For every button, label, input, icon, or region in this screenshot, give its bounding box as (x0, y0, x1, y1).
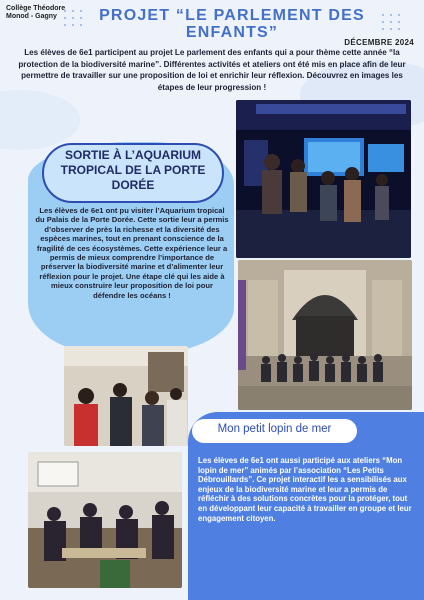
aquarium-photo (236, 100, 411, 258)
lopin-section-text: Les élèves de 6e1 ont aussi participé aux ateliers “Mon lopin de mer” animés par l’association “Les Petits Débrouillards”. Ce projet interactif les a sensibilisés aux enjeux de la biodiversité marine et leur a permis de réfléchir à des solutions concrètes pour la protéger, tout en développant leur capacité à travailler en groupe et leur engagement citoyen. (198, 456, 412, 523)
lopin-section-title: Mon petit lopin de mer (217, 423, 332, 435)
decor-blob (0, 90, 80, 150)
aquarium-section-text: Les élèves de 6e1 ont pu visiter l’Aquarium tropical du Palais de la Porte Dorée. Cette sortie leur a permis d’observer de près la richesse et la diversité des espèces marines, tout en prenant conscience de la fragilité de ces écosystèmes. Cette expérience leur a permis de mieux comprendre l’importance de préserver la biodiversité marine et d’alimenter leur réflexion pour le projet. Une étape clé qui les aide à mieux construire leur proposition de loi pour défendre les océans ! (35, 206, 229, 300)
college-name: Collège Théodore Monod - Gagny (6, 5, 66, 20)
page-title: PROJET “LE PARLEMENT DES ENFANTS” (99, 7, 365, 41)
students-discussion-photo (64, 346, 188, 446)
issue-date: DÉCEMBRE 2024 (344, 38, 414, 47)
dot-grid-decoration (380, 12, 410, 36)
aquarium-section-title: SORTIE À L’AQUARIUM TROPICAL DE LA PORTE DORÉE (60, 148, 206, 192)
classroom-workshop-photo (28, 452, 182, 588)
palace-facade-photo (238, 260, 412, 410)
intro-paragraph: Les élèves de 6e1 participent au projet Le parlement des enfants qui a pour thème cette année “la protection de la biodiversité marine”. Différentes activités et ateliers ont été mis en place afin de leur permettre de travailler sur une proposition de loi et enrichir leur réflexion. Découvrez en images les étapes de leur progression ! (18, 48, 406, 92)
